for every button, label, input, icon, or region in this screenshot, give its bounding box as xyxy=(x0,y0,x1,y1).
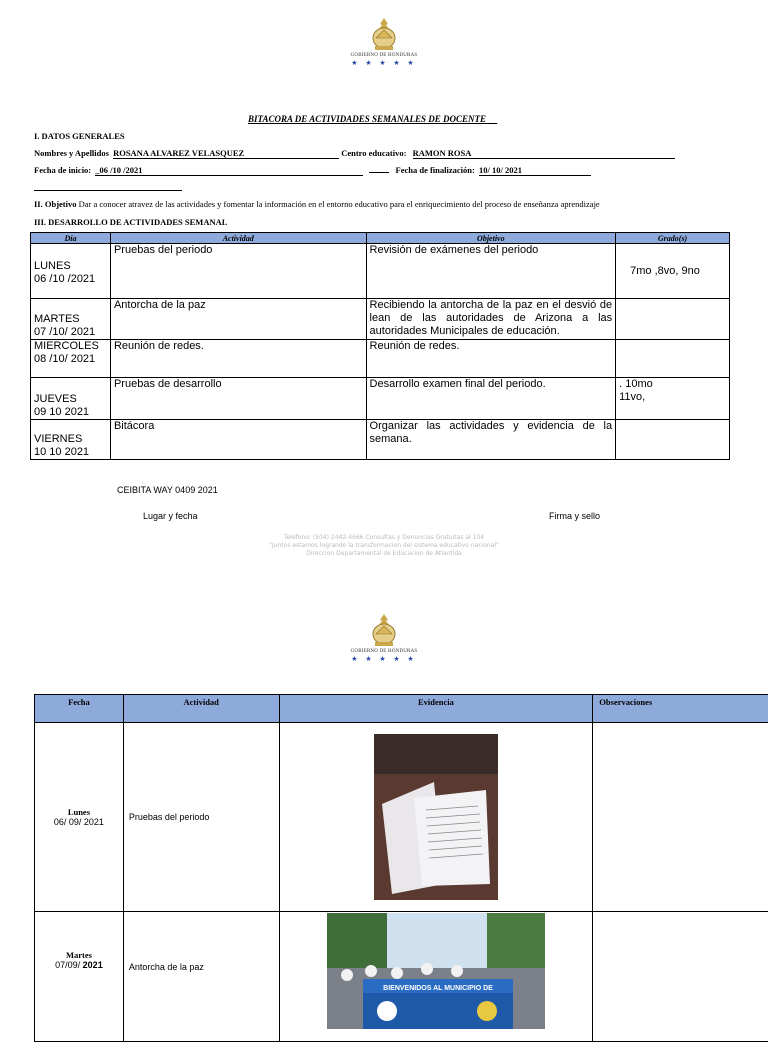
activities-table xyxy=(30,232,730,460)
government-seal xyxy=(344,612,424,663)
place-date-value: CEIBITA WAY 0409 2021 xyxy=(117,485,218,495)
objective-label: II. Objetivo xyxy=(34,199,77,209)
objective-text: Dar a conocer atravez de las actividades y fomentar la información en el entorno educativo para el enriquecimiento del proceso de enseñanza aprendizaje xyxy=(79,199,600,209)
table-row xyxy=(31,299,730,340)
name-value: ROSANA ALVAREZ VELASQUEZ xyxy=(113,148,339,159)
cell-day: LUNES 06 /10 /2021 xyxy=(31,244,111,299)
cell-grade: . 10mo 11vo, xyxy=(616,378,730,420)
cell-objective: Recibiendo la antorcha de la paz en el desvió de lean de las autoridades de Arizona a las autoridades Municipales de educación. xyxy=(366,299,616,340)
col-header-objetivo: Objetivo xyxy=(366,233,616,244)
cell-activity: Pruebas del periodo xyxy=(123,723,279,912)
cell-observations xyxy=(593,723,768,912)
cell-day: MARTES 07 /10/ 2021 xyxy=(31,299,111,340)
document-title: BITACORA DE ACTIVIDADES SEMANALES DE DOCENTE xyxy=(248,114,497,124)
start-value: _06 /10 /2021 xyxy=(95,165,363,176)
col-header-actividad: Actividad xyxy=(110,233,366,244)
date-value: 06/ 09/ 2021 xyxy=(36,817,122,827)
page-footer xyxy=(184,534,584,558)
cell-activity: Pruebas del periodo xyxy=(110,244,366,299)
cell-day: VIERNES 10 10 2021 xyxy=(31,420,111,460)
table-row xyxy=(31,378,730,420)
table-row xyxy=(31,420,730,460)
cell-day: MIERCOLES 08 /10/ 2021 xyxy=(31,340,111,378)
evidence-table xyxy=(34,694,768,1042)
end-value: 10/ 10/ 2021 xyxy=(479,165,591,176)
seal-stars: ★ ★ ★ ★ ★ xyxy=(344,59,424,67)
objective-row xyxy=(34,199,734,209)
honduras-seal-icon xyxy=(370,612,398,648)
col-header-dia: Día xyxy=(31,233,111,244)
cell-date xyxy=(35,723,124,912)
government-seal xyxy=(344,16,424,67)
cell-objective: Reunión de redes. xyxy=(366,340,616,378)
cell-activity: Pruebas de desarrollo xyxy=(110,378,366,420)
table-row xyxy=(31,340,730,378)
table-row xyxy=(35,912,768,1042)
col-header-observaciones: Observaciones xyxy=(593,695,768,723)
seal-caption: GOBIERNO DE HONDURAS xyxy=(344,649,424,654)
cell-objective: Desarrollo examen final del periodo. xyxy=(366,378,616,420)
date-value: 07/09/ 2021 xyxy=(36,960,122,970)
cell-grade xyxy=(616,340,730,378)
date-row xyxy=(34,165,714,176)
col-header-grados: Grado(s) xyxy=(616,233,730,244)
blank-line xyxy=(34,189,182,191)
cell-objective: Organizar las actividades y evidencia de la semana. xyxy=(366,420,616,460)
table-header-row xyxy=(35,695,768,723)
signature-label: Firma y sello xyxy=(549,511,600,521)
cell-activity: Antorcha de la paz xyxy=(110,299,366,340)
cell-objective: Revisión de exámenes del periodo xyxy=(366,244,616,299)
name-label: Nombres y Apellidos xyxy=(34,148,109,158)
col-header-actividad: Actividad xyxy=(123,695,279,723)
section-desarrollo: III. DESARROLLO DE ACTIVIDADES SEMANAL xyxy=(34,217,227,227)
cell-day: JUEVES 09 10 2021 xyxy=(31,378,111,420)
cell-grade xyxy=(616,420,730,460)
cell-activity: Antorcha de la paz xyxy=(123,912,279,1042)
cell-grade xyxy=(616,299,730,340)
start-label: Fecha de inicio: xyxy=(34,165,91,175)
center-label: Centro educativo: xyxy=(341,148,406,158)
cell-activity: Reunión de redes. xyxy=(110,340,366,378)
end-label: Fecha de finalización: xyxy=(396,165,475,175)
cell-date xyxy=(35,912,124,1042)
col-header-fecha: Fecha xyxy=(35,695,124,723)
cell-evidence xyxy=(279,912,593,1042)
day-name: Lunes xyxy=(36,807,122,817)
day-name: Martes xyxy=(36,950,122,960)
evidence-photo-papers xyxy=(374,734,498,900)
seal-caption: GOBIERNO DE HONDURAS xyxy=(344,53,424,58)
footer-phone: Telefono: (504) 2442-4666 Consultas y Denuncias Gratuitas al 104 xyxy=(184,534,584,542)
col-header-evidencia: Evidencia xyxy=(279,695,593,723)
footer-slogan: "Juntos estamos logrando la transformacion del sistema educativo nacional" xyxy=(184,542,584,550)
section-datos-generales: I. DATOS GENERALES xyxy=(34,131,125,141)
cell-evidence xyxy=(279,723,593,912)
place-date-label: Lugar y fecha xyxy=(143,511,198,521)
honduras-seal-icon xyxy=(370,16,398,52)
evidence-photo-parade xyxy=(327,913,545,1029)
cell-activity: Bitácora xyxy=(110,420,366,460)
table-row xyxy=(31,244,730,299)
table-header-row xyxy=(31,233,730,244)
footer-direction: Direccion Departamental de Educacion de Atlantida xyxy=(184,550,584,558)
cell-grade: 7mo ,8vo, 9no xyxy=(616,244,730,299)
table-row xyxy=(35,723,768,912)
cell-observations xyxy=(593,912,768,1042)
seal-stars: ★ ★ ★ ★ ★ xyxy=(344,655,424,663)
name-row xyxy=(34,148,714,159)
photo-banner-text: BIENVENIDOS AL MUNICIPIO DE xyxy=(383,985,493,992)
center-value: RAMON ROSA xyxy=(413,148,675,159)
